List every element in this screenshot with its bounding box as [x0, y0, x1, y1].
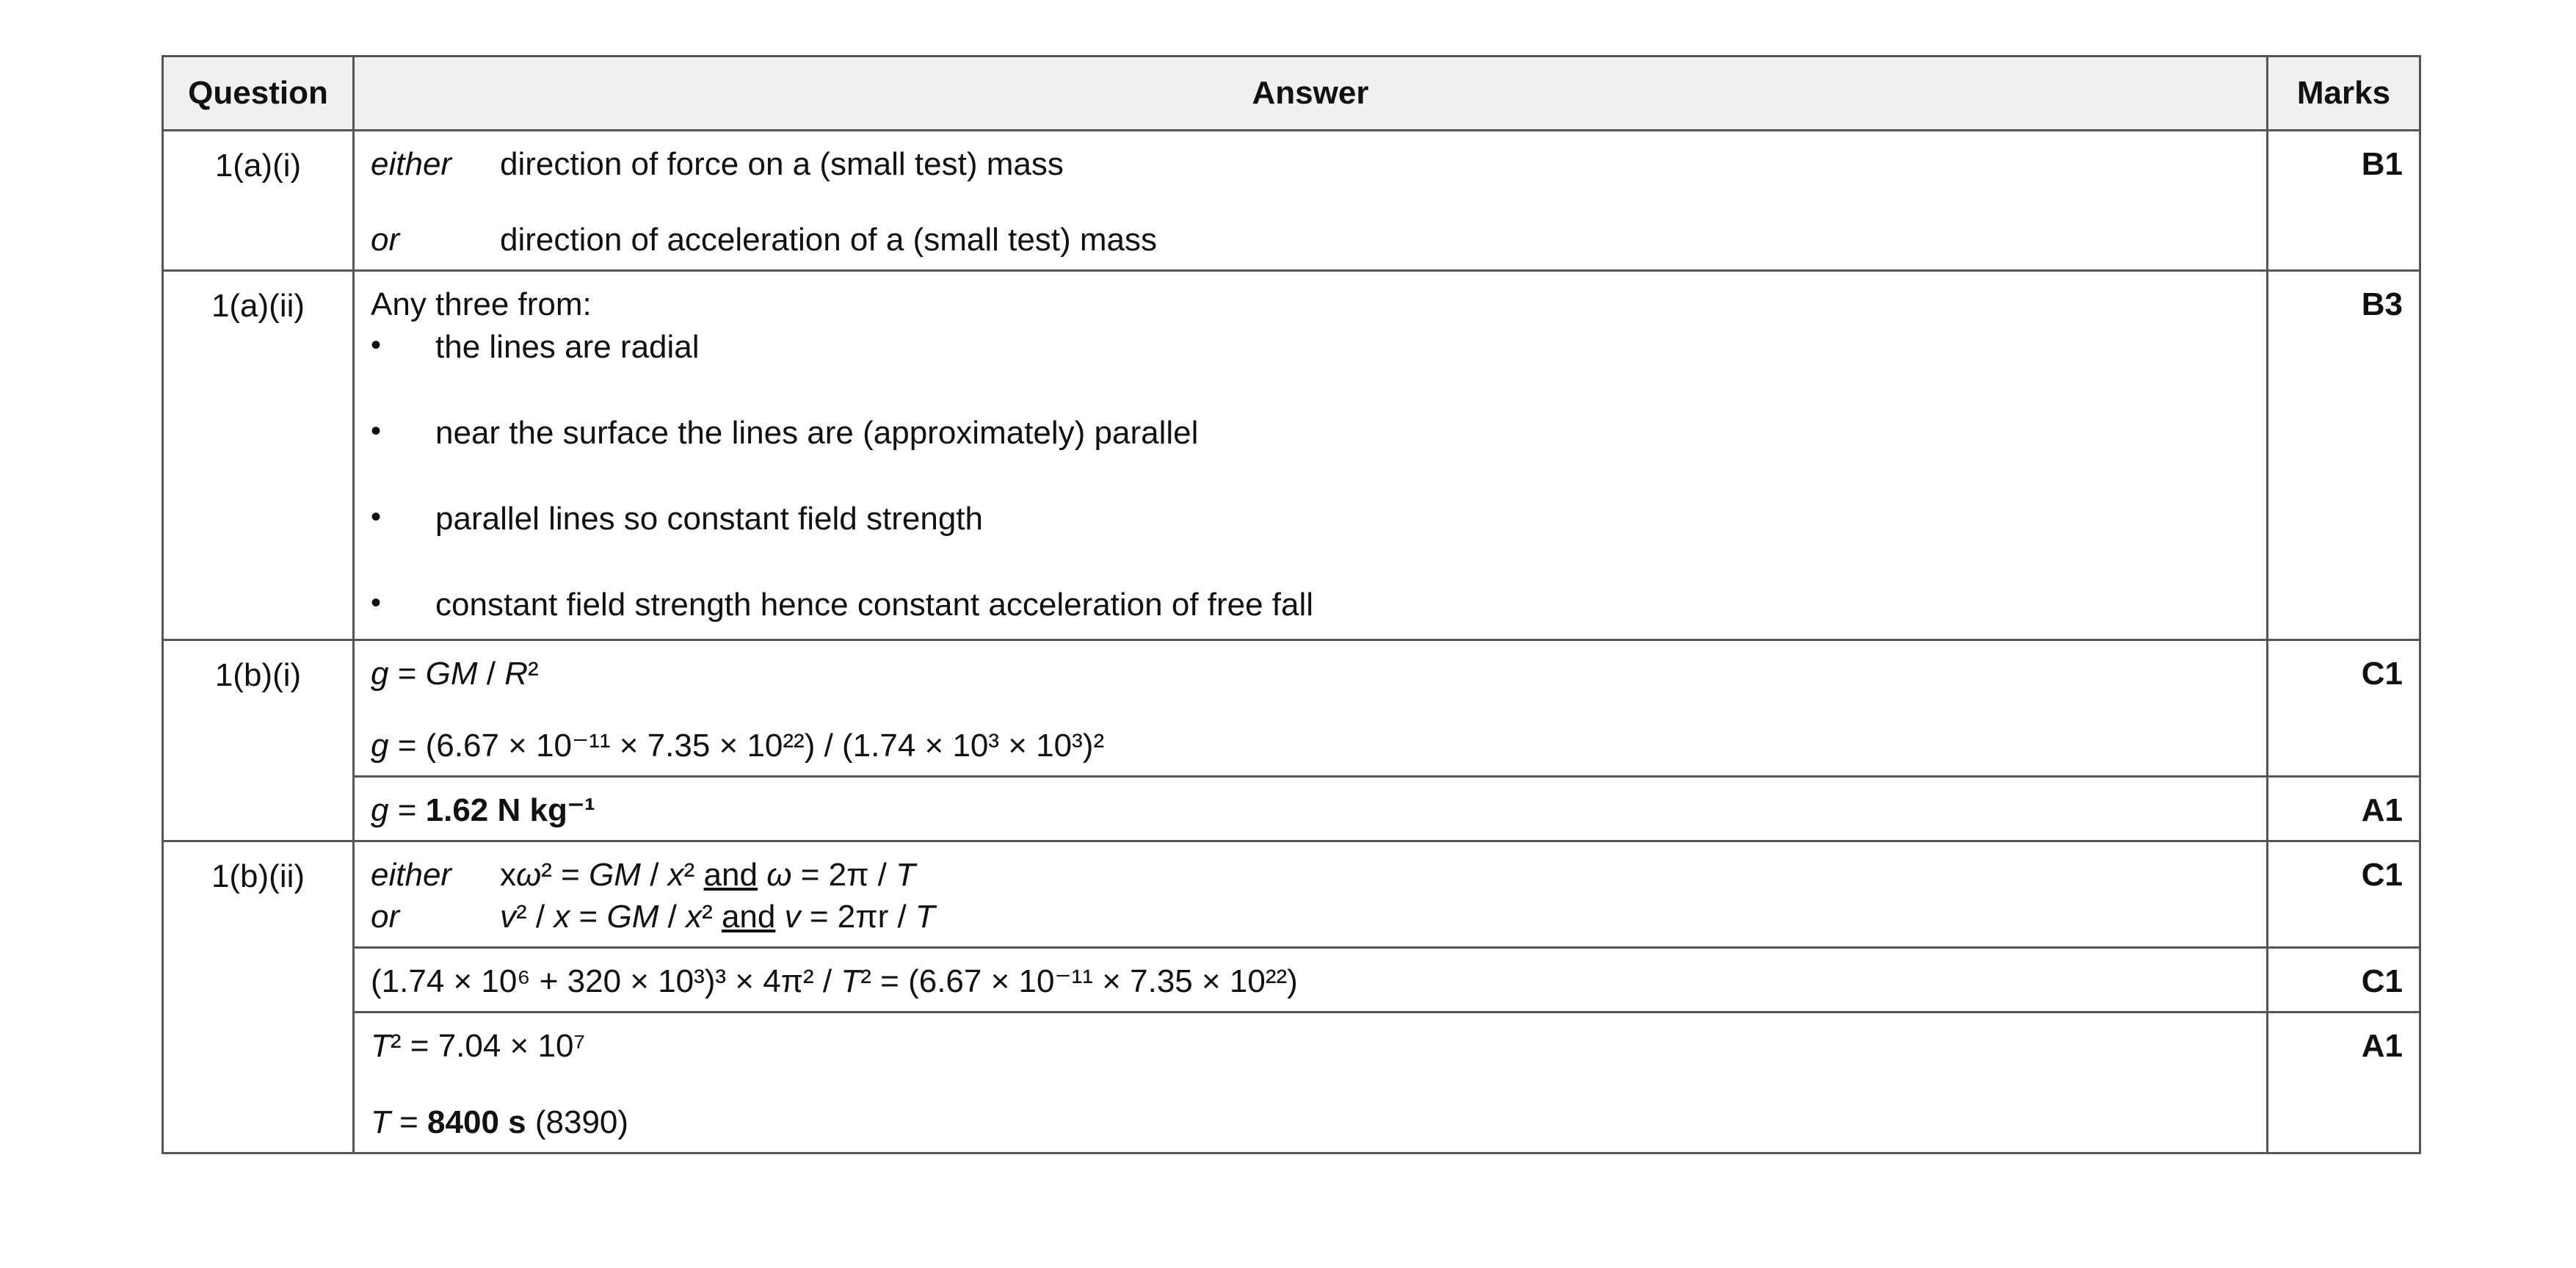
question-header: Question [163, 57, 354, 131]
equation-or: v² / x = GM / x² and v = 2πr / T [500, 899, 935, 935]
answer-cell [354, 841, 2268, 947]
equation-t-squared: T² = 7.04 × 10⁷ [371, 1028, 586, 1065]
answer-header: Answer [354, 57, 2268, 131]
table-row [163, 271, 2420, 640]
question-number: 1(a)(i) [163, 131, 354, 271]
either-label: either [371, 146, 452, 182]
equation-either: xω² = GM / x² and ω = 2π / T [500, 856, 916, 893]
answer-cell [354, 131, 2268, 271]
equation-formula: g = GM / R² [371, 656, 539, 692]
table-row [163, 131, 2420, 271]
table-row [163, 948, 2420, 1012]
answer-line [371, 854, 2250, 896]
final-answer: T = 8400 s (8390) [371, 1104, 629, 1140]
table-row [163, 1012, 2420, 1153]
header-row [163, 57, 2420, 131]
bullet-list [371, 326, 2250, 626]
answer-intro: Any three from: [371, 286, 592, 323]
final-answer: g = 1.62 N kg⁻¹ [371, 791, 595, 828]
question-number: 1(a)(ii) [163, 271, 354, 640]
answer-line [371, 896, 2250, 938]
table-row [163, 776, 2420, 841]
answer-cell [354, 776, 2268, 841]
marks-cell: C1 [2268, 841, 2420, 947]
marks-cell: C1 [2268, 640, 2420, 776]
answer-line [371, 219, 2250, 261]
answer-cell [354, 640, 2268, 776]
marks-cell: A1 [2268, 776, 2420, 841]
question-number: 1(b)(ii) [163, 841, 354, 1153]
question-number: 1(b)(i) [163, 640, 354, 841]
list-item: • near the surface the lines are (approximately) parallel [371, 412, 2250, 454]
mark-scheme-table [162, 55, 2421, 1154]
list-item: • the lines are radial [371, 326, 2250, 368]
answer-cell [354, 271, 2268, 640]
table-row [163, 640, 2420, 776]
equation-substitution: (1.74 × 10⁶ + 320 × 10³)³ × 4π² / T² = (6.67 × 10⁻¹¹ × 7.35 × 10²²) [371, 963, 1298, 1000]
marks-cell: B3 [2268, 271, 2420, 640]
equation-substitution: g = (6.67 × 10⁻¹¹ × 7.35 × 10²²) / (1.74 × 10³ × 10³)² [371, 727, 1105, 764]
list-item: • parallel lines so constant field strength [371, 498, 2250, 540]
answer-text: direction of force on a (small test) mass [500, 146, 1064, 182]
either-label: either [371, 856, 452, 893]
or-label: or [371, 222, 400, 258]
answer-cell [354, 1012, 2268, 1153]
answer-text: direction of acceleration of a (small test) mass [500, 222, 1158, 258]
marks-cell: B1 [2268, 131, 2420, 271]
marks-cell: A1 [2268, 1012, 2420, 1153]
list-item: • constant field strength hence constant acceleration of free fall [371, 584, 2250, 626]
marks-header: Marks [2268, 57, 2420, 131]
answer-cell [354, 948, 2268, 1012]
answer-line [371, 143, 2250, 185]
table-row [163, 841, 2420, 947]
marks-cell: C1 [2268, 948, 2420, 1012]
or-label: or [371, 899, 400, 935]
